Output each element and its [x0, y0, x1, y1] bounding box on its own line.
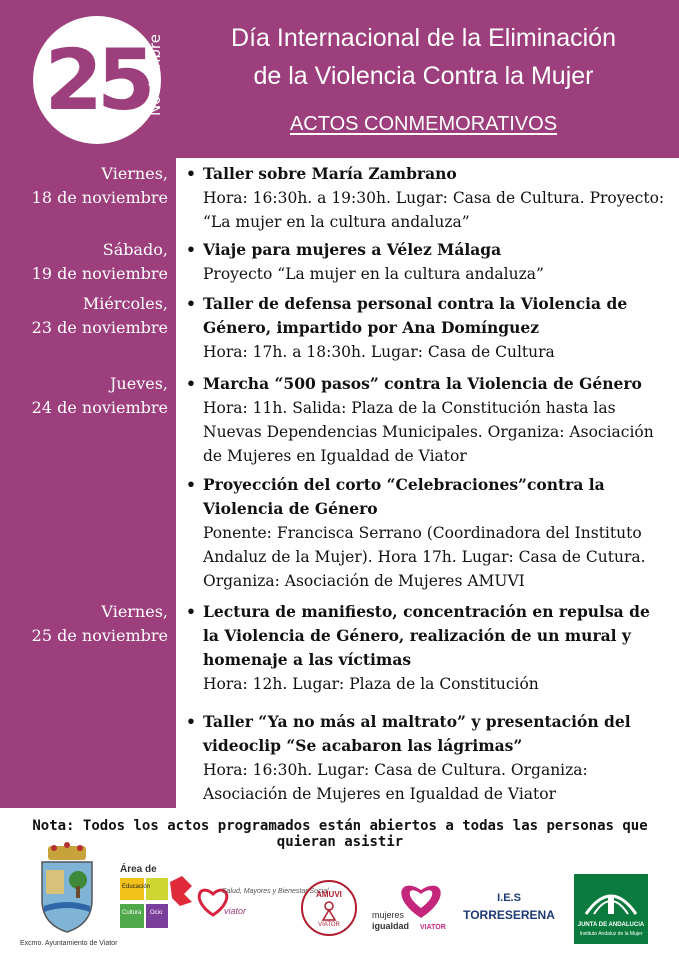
title-line-2: de la Violencia Contra la Mujer: [253, 62, 594, 90]
day-date: 24 de noviembre: [31, 398, 168, 417]
mujeres-line2: igualdad: [372, 921, 410, 931]
event-item: [186, 600, 666, 696]
weekday: Viernes,: [101, 602, 168, 621]
event-details: Hora: 11h. Salida: Plaza de la Constitución hasta las Nuevas Dependencias Municipales. Organiza: Asociación de Mujeres en Igualdad de Viator: [203, 399, 654, 465]
ayuntamiento-logo: [34, 840, 100, 936]
junta-logo: [574, 874, 648, 944]
event-title: • Taller de defensa personal contra la Violencia de Género, impartido por Ana Domínguez: [186, 292, 666, 340]
month-text: Noviembre: [146, 34, 164, 116]
date-label: [0, 238, 168, 286]
area-title: Área de: [120, 864, 157, 875]
subtitle: ACTOS CONMEMORATIVOS: [289, 113, 558, 135]
date-label: [0, 600, 168, 648]
event-title: • Lectura de manifiesto, concentración en repulsa de la Violencia de Género, realización de un mural y homenaje a las víctimas: [186, 600, 666, 672]
date-label: [0, 162, 168, 210]
footer-note: Nota: Todos los actos programados están abiertos a todas las personas que quieran asistir: [32, 818, 648, 850]
salud-caption: Salud, Mayores y Bienestar Social: [222, 888, 329, 895]
woman-figure-icon: [319, 901, 339, 921]
weekday: Sábado,: [102, 240, 168, 259]
day-date: 19 de noviembre: [31, 264, 168, 283]
event-title: • Marcha “500 pasos” contra la Violencia de Género: [186, 372, 666, 396]
day-number: 25: [44, 31, 150, 129]
event-details: Hora: 17h. a 18:30h. Lugar: Casa de Cultura: [203, 343, 555, 361]
ies-line1: I.E.S: [497, 892, 521, 904]
title-line-1: Día Internacional de la Eliminación: [231, 24, 616, 52]
weekday: Miércoles,: [82, 294, 168, 313]
event-details: Hora: 16:30h. a 19:30h. Lugar: Casa de Cultura. Proyecto: “La mujer en la cultura andaluza”: [203, 189, 665, 231]
event-details: Hora: 12h. Lugar: Plaza de la Constitución: [203, 675, 539, 693]
weekday: Jueves,: [110, 374, 168, 393]
event-item: [186, 372, 666, 468]
area-logo: [118, 864, 194, 932]
event-details: Hora: 16:30h. Lugar: Casa de Cultura. Organiza: Asociación de Mujeres en Igualdad de Viator: [203, 761, 588, 803]
date-label: [0, 292, 168, 340]
event-title: • Taller sobre María Zambrano: [186, 162, 666, 186]
weekday: Viernes,: [101, 164, 168, 183]
area-item: Cultura: [122, 910, 142, 916]
mujeres-logo: [370, 878, 452, 936]
mujeres-town: VIATOR: [420, 924, 446, 931]
day-date: 25 de noviembre: [31, 626, 168, 645]
ayuntamiento-caption: Excmo. Ayuntamiento de Viator: [20, 940, 118, 947]
day-date: 18 de noviembre: [31, 188, 168, 207]
ies-line2: TORRESERENA: [463, 908, 555, 922]
mujeres-line1: mujeres: [372, 910, 405, 920]
coat-of-arms-icon: [34, 840, 100, 936]
event-title: • Proyección del corto “Celebraciones”contra la Violencia de Género: [186, 473, 666, 521]
event-item: [186, 292, 666, 364]
amuvi-town: VIATOR: [318, 922, 340, 928]
area-item: Educación: [122, 884, 151, 890]
day-date: 23 de noviembre: [31, 318, 168, 337]
junta-line1: JUNTA DE ANDALUCIA: [577, 922, 645, 928]
junta-line2: Instituto Andaluz de la Mujer: [579, 931, 643, 937]
event-title: • Taller “Ya no más al maltrato” y presentación del videoclip “Se acabaron las lágrimas”: [186, 710, 666, 758]
junta-arch-icon: [574, 874, 648, 918]
amuvi-logo: [301, 880, 357, 936]
salud-town: viator: [224, 906, 247, 916]
event-details: Proyecto “La mujer en la cultura andaluza”: [203, 265, 544, 283]
area-item: Ocio: [150, 910, 163, 916]
event-item: [186, 238, 666, 286]
event-title: • Viaje para mujeres a Vélez Málaga: [186, 238, 666, 262]
month-label-vertical: [140, 20, 170, 130]
event-details: Ponente: Francisca Serrano (Coordinadora del Instituto Andaluz de la Mujer). Hora 17h. Lugar: Casa de Cutura. Organiza: Asociación de Mujeres AMUVI: [203, 524, 646, 590]
event-item: [186, 162, 666, 234]
date-label: [0, 372, 168, 420]
amuvi-name: AMUVI: [316, 890, 342, 899]
event-item: [186, 473, 666, 593]
event-item: [186, 710, 666, 806]
